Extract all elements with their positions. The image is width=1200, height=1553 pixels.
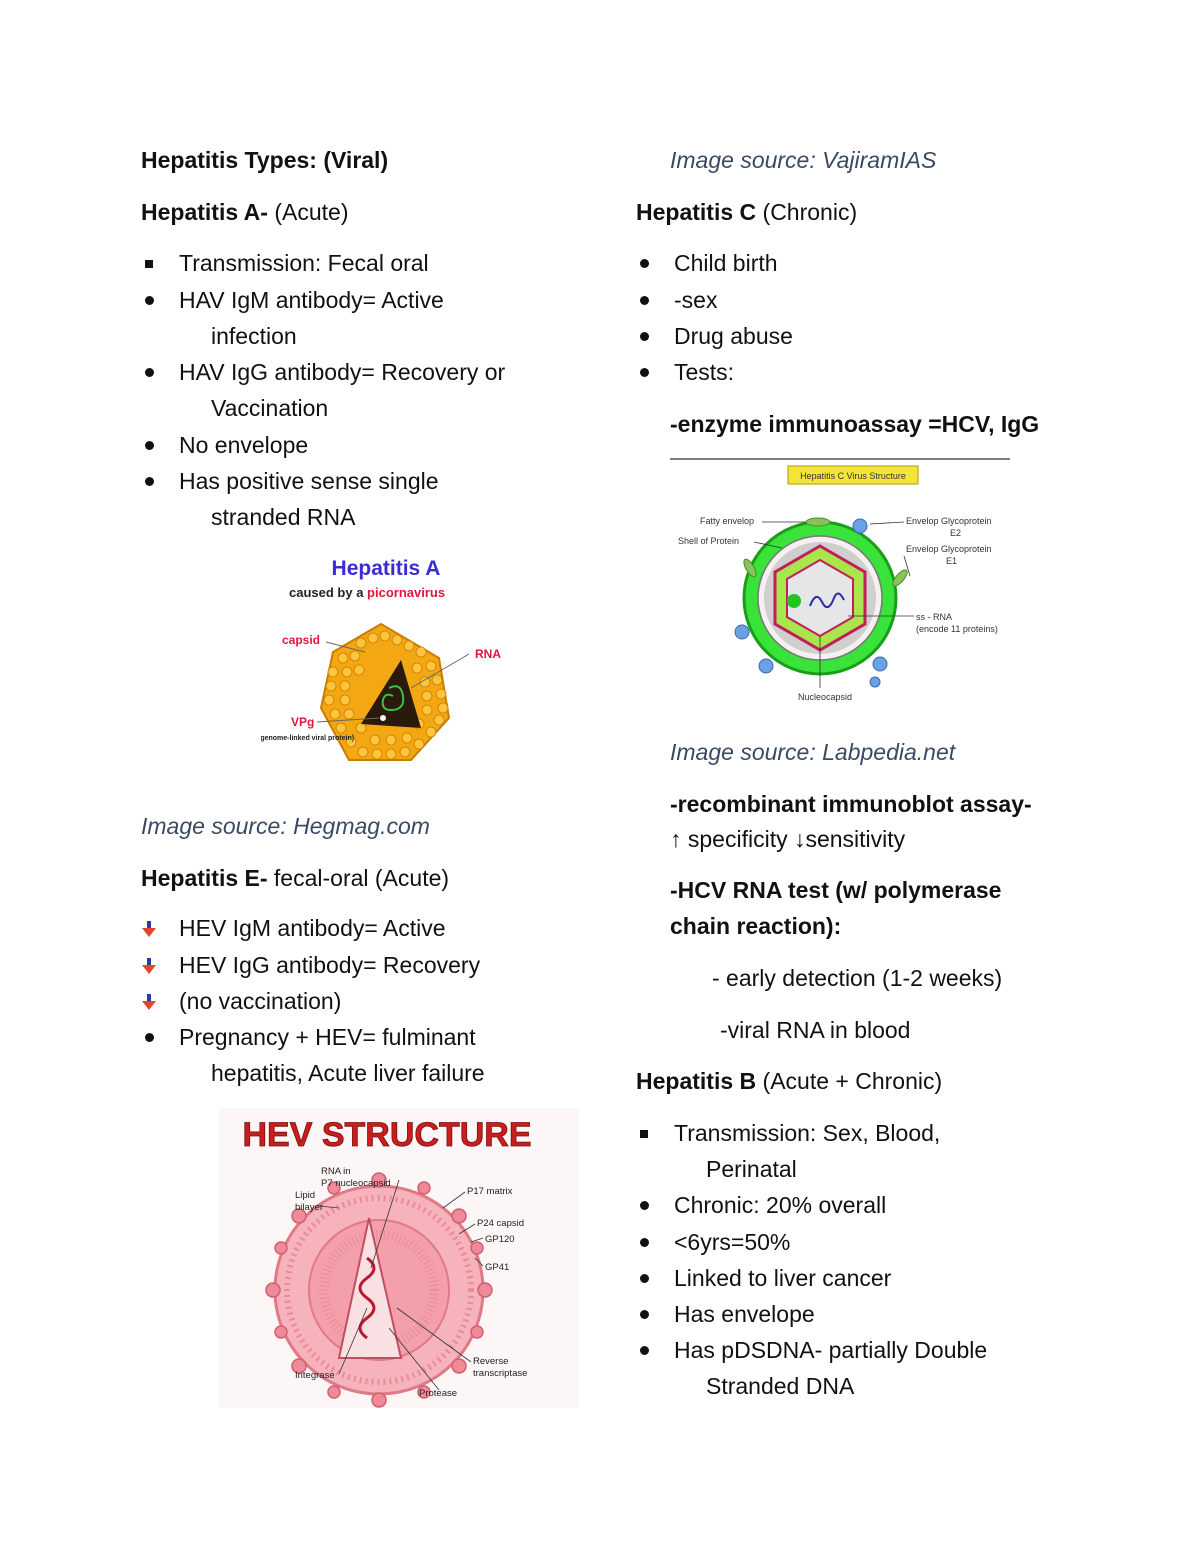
bullet-icon xyxy=(636,1332,652,1368)
bullet-icon xyxy=(636,1224,652,1260)
glycoprotein-e1-sub: E1 xyxy=(946,556,958,566)
list-item-text: Has positive sense single xyxy=(179,468,439,494)
list-item-text: No envelope xyxy=(179,432,309,458)
list-item xyxy=(173,983,341,1019)
hepatitis-b-heading xyxy=(636,1063,942,1099)
list-item-text: Transmission: Sex, Blood, xyxy=(674,1120,941,1146)
reverse-transcriptase-label-line2: transcriptase xyxy=(473,1368,528,1379)
list-item xyxy=(668,282,717,318)
list-item xyxy=(173,354,505,390)
hepatitis-b-heading-bold: Hepatitis B xyxy=(636,1068,757,1094)
list-item-text-continued: Vaccination xyxy=(211,395,329,421)
hcv-test-eia: -enzyme immunoassay =HCV, IgG xyxy=(670,411,1040,437)
protein-shell-label: Shell of Protein xyxy=(678,536,740,546)
hepatitis-c-heading xyxy=(636,194,857,230)
hepatitis-e-heading-rest: fecal-oral (Acute) xyxy=(267,865,450,891)
pcr-sub-viral-rna: -viral RNA in blood xyxy=(720,1017,911,1043)
hcv-test-pcr-line1: -HCV RNA test (w/ polymerase xyxy=(670,877,1002,903)
p24-label: P24 capsid xyxy=(477,1218,525,1229)
page-title: Hepatitis Types: (Viral) xyxy=(141,147,389,173)
list-item xyxy=(173,427,308,463)
list-item xyxy=(668,354,734,390)
list-item-text: HEV IgG antibody= Recovery xyxy=(179,952,481,978)
gp41-label: GP41 xyxy=(485,1262,510,1273)
down-arrow-bullet-icon xyxy=(141,983,157,1019)
image-source-labpedia: Image source: Labpedia.net xyxy=(670,739,956,765)
image-source-hepmag: Image source: Hegmag.com xyxy=(141,813,430,839)
bullet-icon xyxy=(636,245,652,281)
nucleocapsid-label: Nucleocapsid xyxy=(798,692,853,702)
bullet-icon xyxy=(636,282,652,318)
bullet-icon xyxy=(141,354,157,390)
lipid-label: Lipid xyxy=(295,1190,316,1201)
rna-label: RNA xyxy=(475,647,501,661)
bullet-icon xyxy=(636,318,652,354)
bullet-icon xyxy=(141,427,157,463)
square-bullet-icon xyxy=(636,1115,652,1151)
list-item-text: Tests: xyxy=(674,359,735,385)
figure-title: Hepatitis C Virus Structure xyxy=(800,471,906,481)
list-item-text: (no vaccination) xyxy=(179,988,342,1014)
ss-rna-label: ss - RNA xyxy=(916,612,952,622)
list-item xyxy=(173,910,446,946)
list-item-text: <6yrs=50% xyxy=(674,1229,791,1255)
list-item xyxy=(668,1260,891,1296)
square-bullet-icon xyxy=(141,245,157,281)
hepatitis-a-heading-bold: Hepatitis A- xyxy=(141,199,268,225)
vpg-note: (genome-linked viral protein) xyxy=(261,735,355,742)
rna-label-line2: P7 nucleocapsid xyxy=(321,1178,391,1189)
list-item-text: Linked to liver cancer xyxy=(674,1265,892,1291)
list-item-text: Has envelope xyxy=(674,1301,815,1327)
gp120-label: GP120 xyxy=(485,1234,515,1245)
list-item-text-continued: Stranded DNA xyxy=(706,1373,855,1399)
riba-note: ↑ specificity ↓sensitivity xyxy=(670,826,906,852)
hepatitis-e-heading-bold: Hepatitis E- xyxy=(141,865,268,891)
figure-title: HEV STRUCTURE xyxy=(242,1116,532,1154)
down-arrow-bullet-icon xyxy=(141,910,157,946)
list-item-text-continued: infection xyxy=(211,323,297,349)
figure-subtitle: caused by a picornavirus xyxy=(289,585,446,600)
list-item-text: HAV IgM antibody= Active xyxy=(179,287,444,313)
hev-structure-figure xyxy=(219,1108,579,1408)
list-item xyxy=(173,282,444,318)
list-item-text: Has pDSDNA- partially Double xyxy=(674,1337,988,1363)
list-item-text: -sex xyxy=(674,287,718,313)
lipid-label-line2: bilayer xyxy=(295,1202,323,1213)
vpg-label: VPg xyxy=(291,715,315,729)
glycoprotein-e1-label: Envelop Glycoprotein xyxy=(906,544,992,554)
reverse-transcriptase-label: Reverse xyxy=(473,1356,509,1367)
list-item-text-continued: hepatitis, Acute liver failure xyxy=(211,1060,485,1086)
bullet-icon xyxy=(141,1019,157,1055)
list-item-text: Pregnancy + HEV= fulminant xyxy=(179,1024,476,1050)
list-item xyxy=(668,1187,886,1223)
list-item-text: HAV IgG antibody= Recovery or xyxy=(179,359,506,385)
list-item xyxy=(668,1224,790,1260)
bullet-icon xyxy=(636,1260,652,1296)
integrase-label: Integrase xyxy=(295,1370,335,1381)
hepatitis-c-heading-bold: Hepatitis C xyxy=(636,199,757,225)
pcr-sub-early: - early detection (1-2 weeks) xyxy=(712,965,1003,991)
list-item-text-continued: stranded RNA xyxy=(211,504,356,530)
hepatitis-b-heading-rest: (Acute + Chronic) xyxy=(756,1068,943,1094)
list-item-text: HEV IgM antibody= Active xyxy=(179,915,446,941)
glycoprotein-e2-sub: E2 xyxy=(950,528,962,538)
bullet-icon xyxy=(141,463,157,499)
p17-label: P17 matrix xyxy=(467,1186,513,1197)
list-item-text: Chronic: 20% overall xyxy=(674,1192,887,1218)
down-arrow-bullet-icon xyxy=(141,947,157,983)
fatty-envelope-label: Fatty envelop xyxy=(700,516,755,526)
hepatitis-c-heading-rest: (Chronic) xyxy=(756,199,858,225)
hcv-test-riba: -recombinant immunoblot assay- xyxy=(670,791,1032,817)
hcv-test-pcr-line2: chain reaction): xyxy=(670,913,842,939)
ss-rna-note: (encode 11 proteins) xyxy=(916,624,998,634)
list-item xyxy=(668,1296,815,1332)
list-item xyxy=(668,245,778,281)
hepatitis-e-heading xyxy=(141,860,449,896)
list-item xyxy=(173,947,480,983)
capsid-label: capsid xyxy=(282,633,321,647)
bullet-icon xyxy=(141,282,157,318)
list-item xyxy=(668,1115,940,1151)
bullet-icon xyxy=(636,1296,652,1332)
list-item-text: Child birth xyxy=(674,250,778,276)
image-source-vajiramias: Image source: VajiramIAS xyxy=(670,147,937,173)
list-item xyxy=(668,1332,987,1368)
protease-label: Protease xyxy=(419,1388,458,1399)
list-item-text: Transmission: Fecal oral xyxy=(179,250,429,276)
list-item xyxy=(173,463,439,499)
glycoprotein-e2-label: Envelop Glycoprotein xyxy=(906,516,992,526)
bullet-icon xyxy=(636,354,652,390)
hepatitis-a-figure xyxy=(261,548,521,778)
list-item xyxy=(173,245,429,281)
list-item xyxy=(173,1019,476,1055)
hcv-structure-figure xyxy=(670,456,1012,712)
bullet-icon xyxy=(636,1187,652,1223)
list-item xyxy=(668,318,793,354)
list-item-text-continued: Perinatal xyxy=(706,1156,797,1182)
hepatitis-a-heading-rest: (Acute) xyxy=(267,199,349,225)
figure-title: Hepatitis A xyxy=(331,557,441,580)
list-item-text: Drug abuse xyxy=(674,323,793,349)
hepatitis-a-heading xyxy=(141,194,348,230)
rna-label: RNA in xyxy=(321,1166,351,1177)
